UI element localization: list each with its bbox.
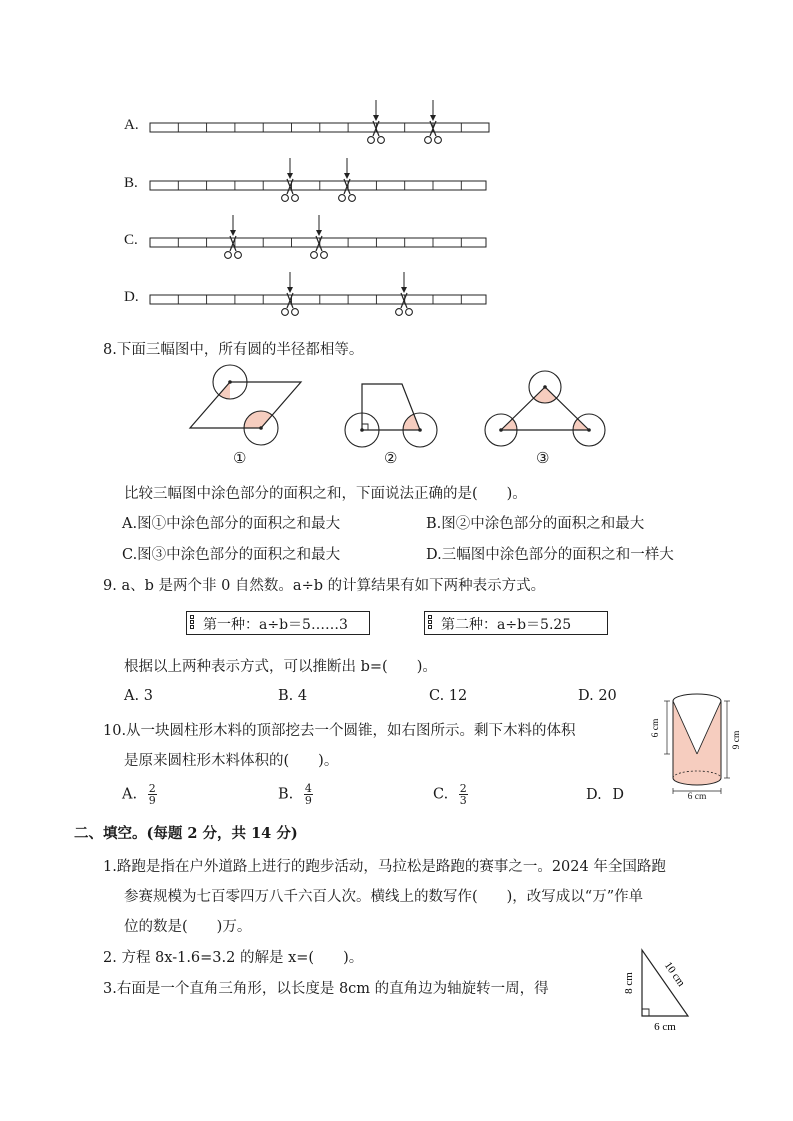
q7-cut-arrow-d-1 <box>287 272 293 293</box>
q7-rope-c <box>150 215 486 258</box>
q8-figure-2 <box>345 384 437 447</box>
q9-option-d[interactable]: D. 20 <box>578 688 617 704</box>
s2-q1-line2: 参赛规模为七百零四万八千六百人次。横线上的数写作( )，改写成以“万”作单 <box>124 889 644 905</box>
s2-q2: 2. 方程 8x-1.6=3.2 的解是 x=( )。 <box>103 950 364 966</box>
q7-cut-arrow-a-2 <box>430 100 436 121</box>
q9-stem: 9. a、b 是两个非 0 自然数。a÷b 的计算结果有如下两种表示方式。 <box>103 578 546 594</box>
q7-cut-arrow-a-1 <box>373 100 379 121</box>
q8-fig-label-3: ③ <box>536 449 550 467</box>
q9-box-first-text: 第一种：a÷b＝5……3 <box>203 617 348 633</box>
q10-cylinder-figure <box>651 688 743 804</box>
q7-option-d[interactable]: D. <box>124 289 139 305</box>
q9-box-second <box>424 611 608 635</box>
q7-cut-arrow-d-2 <box>401 272 407 293</box>
q8-fig-label-2: ② <box>384 449 398 467</box>
s2-q3-side-b-label: 6 cm <box>654 1021 676 1033</box>
q10-cylinder-height-label: 9 cm <box>732 730 742 750</box>
q10-line-1: 10.从一块圆柱形木料的顶部挖去一个圆锥，如右图所示。剩下木料的体积 <box>103 723 576 739</box>
s2-q1-line3: 位的数是( )万。 <box>124 919 252 935</box>
q8-question: 比较三幅图中涂色部分的面积之和，下面说法正确的是( )。 <box>124 486 527 502</box>
q10-option-b[interactable]: B. $\frac{4}{9}$ <box>278 782 312 807</box>
q8-fig-label-1: ① <box>233 449 247 467</box>
q9-box-second-text: 第二种：a÷b＝5.25 <box>441 617 572 633</box>
q7-rope-a <box>150 100 489 143</box>
q9-option-b[interactable]: B. 4 <box>278 688 308 704</box>
q10-cone-height-label: 6 cm <box>651 718 661 738</box>
q8-figure-3 <box>485 371 605 446</box>
q8-stem: 8.下面三幅图中，所有圆的半径都相等。 <box>103 342 364 358</box>
q7-option-a[interactable]: A. <box>124 117 139 133</box>
q8-option-c[interactable]: C.图③中涂色部分的面积之和最大 <box>122 547 341 563</box>
q10-diameter-label: 6 cm <box>687 792 707 802</box>
s2-q3-triangle-figure <box>618 938 708 1036</box>
q8-figure-1 <box>190 365 301 445</box>
q10-line-2: 是原来圆柱形木料体积的( )。 <box>124 753 339 769</box>
section2-title: 二、填空。(每题 2 分，共 14 分) <box>74 825 298 842</box>
q7-rope-figures <box>0 0 793 330</box>
s2-q3: 3.右面是一个直角三角形，以长度是 8cm 的直角边为轴旋转一周，得 <box>103 981 549 997</box>
q8-shade-1b <box>230 382 301 428</box>
q8-option-a[interactable]: A.图①中涂色部分的面积之和最大 <box>122 516 341 532</box>
q7-option-c[interactable]: C. <box>124 232 138 248</box>
q10-option-a[interactable]: A. $\frac{2}{9}$ <box>122 782 156 807</box>
q7-rope-d <box>150 272 486 315</box>
q9-option-c[interactable]: C. 12 <box>429 688 468 704</box>
q7-cut-arrow-b-2 <box>344 158 350 179</box>
s2-q3-side-c-label: 10 cm <box>661 959 688 989</box>
q8-option-d[interactable]: D.三幅图中涂色部分的面积之和一样大 <box>426 547 674 563</box>
q10-option-d[interactable]: D. D <box>586 787 624 803</box>
s2-q1-line1: 1.路跑是指在户外道路上进行的跑步活动，马拉松是路跑的赛事之一。2024 年全国路跑 <box>103 859 666 875</box>
q8-option-b[interactable]: B.图②中涂色部分的面积之和最大 <box>426 516 645 532</box>
q7-rope-b <box>150 158 486 201</box>
s2-q3-side-a-label: 8 cm <box>623 972 635 994</box>
q7-cut-arrow-b-1 <box>287 158 293 179</box>
q7-cut-arrow-c-2 <box>316 215 322 236</box>
q10-option-c[interactable]: C. $\frac{2}{3}$ <box>433 782 467 807</box>
q7-option-b[interactable]: B. <box>124 175 138 191</box>
q9-box-first <box>186 611 370 635</box>
q7-cut-arrow-c-1 <box>230 215 236 236</box>
q9-option-a[interactable]: A. 3 <box>124 688 153 704</box>
q9-question: 根据以上两种表示方式，可以推断出 b=( )。 <box>124 659 437 675</box>
